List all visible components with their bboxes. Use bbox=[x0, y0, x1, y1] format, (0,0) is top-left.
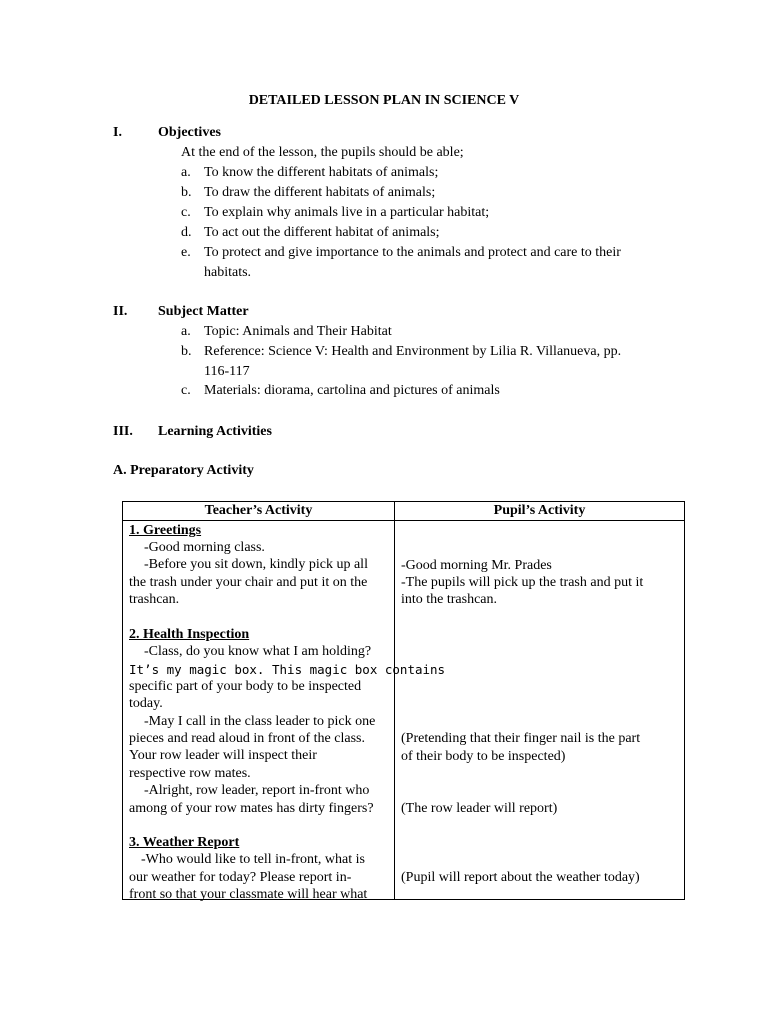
teacher-line: front so that your classmate will hear what bbox=[129, 887, 368, 902]
teacher-line: today. bbox=[129, 696, 163, 711]
teacher-line: the trash under your chair and put it on the bbox=[129, 575, 368, 590]
pupil-line: -The pupils will pick up the trash and put it bbox=[401, 575, 644, 590]
teacher-line: -Good morning class. bbox=[144, 540, 265, 555]
table-row bbox=[123, 521, 685, 900]
subject-text: Reference: Science V: Health and Environment by Lilia R. Villanueva, pp. bbox=[204, 344, 622, 359]
activity-table bbox=[122, 501, 685, 900]
objective-text: To act out the different habitat of animals; bbox=[204, 225, 440, 240]
health-inspection-heading: 2. Health Inspection bbox=[129, 627, 250, 642]
teacher-line: Your row leader will inspect their bbox=[129, 748, 317, 763]
section-heading-subject-matter: Subject Matter bbox=[158, 304, 249, 319]
pupil-line: into the trashcan. bbox=[401, 592, 498, 607]
section-heading-learning: Learning Activities bbox=[158, 424, 272, 439]
pupil-line: of their body to be inspected) bbox=[401, 749, 566, 764]
weather-report-heading: 3. Weather Report bbox=[129, 835, 240, 850]
pupil-line: -Good morning Mr. Prades bbox=[401, 558, 552, 573]
subject-text: Materials: diorama, cartolina and pictures of animals bbox=[204, 383, 500, 398]
objective-letter: e. bbox=[181, 245, 191, 260]
teacher-line: It’s my magic box. This magic box contains bbox=[129, 662, 446, 677]
subject-letter: a. bbox=[181, 324, 191, 339]
teacher-line: -Alright, row leader, report in-front who bbox=[144, 783, 370, 798]
teacher-activity-cell bbox=[123, 521, 446, 902]
page-title: DETAILED LESSON PLAN IN SCIENCE V bbox=[248, 93, 520, 108]
teacher-line: specific part of your body to be inspected bbox=[129, 679, 362, 694]
subsection-heading-preparatory: A. Preparatory Activity bbox=[113, 463, 254, 478]
greetings-heading: 1. Greetings bbox=[129, 523, 202, 538]
teacher-line: respective row mates. bbox=[129, 766, 251, 781]
objective-text: To explain why animals live in a particular habitat; bbox=[204, 205, 490, 220]
teacher-line: -Class, do you know what I am holding? bbox=[144, 644, 372, 659]
objective-letter: a. bbox=[181, 165, 191, 180]
teacher-line: trashcan. bbox=[129, 592, 180, 607]
subject-letter: c. bbox=[181, 383, 191, 398]
objective-letter: c. bbox=[181, 205, 191, 220]
teacher-line: -Before you sit down, kindly pick up all bbox=[144, 557, 368, 572]
pupil-line: (The row leader will report) bbox=[401, 801, 558, 816]
subject-text-continuation: 116-117 bbox=[204, 364, 250, 379]
objective-letter: b. bbox=[181, 185, 192, 200]
objective-text: To know the different habitats of animals; bbox=[204, 165, 439, 180]
objective-letter: d. bbox=[181, 225, 192, 240]
table-header-row bbox=[123, 502, 685, 521]
section-numeral-subject-matter: II. bbox=[113, 304, 128, 319]
teacher-line: pieces and read aloud in front of the class. bbox=[129, 731, 365, 746]
pupil-activity-cell bbox=[395, 521, 685, 900]
section-numeral-learning: III. bbox=[113, 424, 133, 439]
header-pupil-activity: Pupil’s Activity bbox=[395, 502, 685, 521]
section-numeral-objectives: I. bbox=[113, 125, 122, 140]
objective-text-continuation: habitats. bbox=[204, 265, 252, 280]
teacher-line: -May I call in the class leader to pick one bbox=[144, 714, 376, 729]
objectives-intro: At the end of the lesson, the pupils should be able; bbox=[181, 145, 464, 160]
objective-text: To protect and give importance to the animals and protect and care to their bbox=[204, 245, 621, 260]
teacher-line: among of your row mates has dirty fingers? bbox=[129, 801, 374, 816]
pupil-line: (Pretending that their finger nail is the part bbox=[401, 731, 641, 746]
objective-text: To draw the different habitats of animals; bbox=[204, 185, 436, 200]
section-heading-objectives: Objectives bbox=[158, 125, 221, 140]
subject-text: Topic: Animals and Their Habitat bbox=[204, 324, 392, 339]
header-teacher-activity: Teacher’s Activity bbox=[123, 502, 395, 521]
teacher-line: our weather for today? Please report in- bbox=[129, 870, 352, 885]
pupil-line: (Pupil will report about the weather today) bbox=[401, 870, 640, 885]
teacher-line: -Who would like to tell in-front, what is bbox=[141, 852, 365, 867]
subject-letter: b. bbox=[181, 344, 192, 359]
